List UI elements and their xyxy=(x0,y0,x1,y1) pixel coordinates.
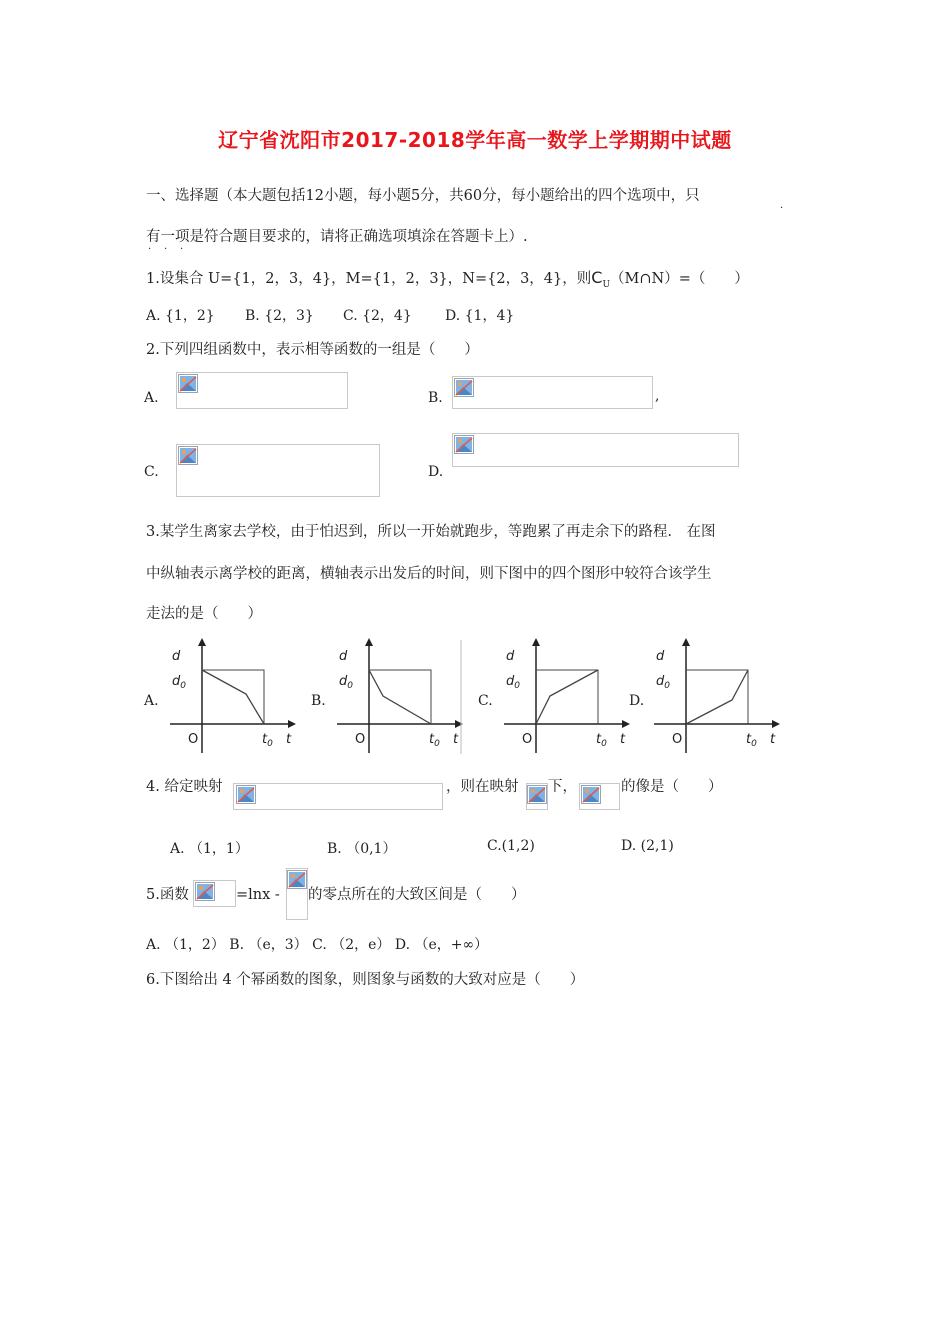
q3-option-b-label: B. xyxy=(311,693,326,709)
q3-graph-c xyxy=(500,638,630,756)
q6-stem: 6.下图给出 4 个幂函数的图象，则图象与函数的大致对应是（ ） xyxy=(146,972,585,988)
q2-option-c-label: C. xyxy=(144,464,159,480)
q1-option-c: C. {2，4} xyxy=(343,308,412,324)
distance-curve xyxy=(536,670,598,724)
y-axis-label: d xyxy=(172,649,181,664)
reference-lines xyxy=(536,670,598,724)
origin-label: O xyxy=(355,732,366,747)
section-heading-line1: 一、选择题（本大题包括12小题，每小题5分，共60分，每小题给出的四个选项中，只 xyxy=(146,188,700,204)
t0-label: $t_0$ xyxy=(746,732,757,749)
y-axis-arrow xyxy=(682,638,690,646)
y-axis-label: d xyxy=(506,649,515,664)
distance-curve xyxy=(202,670,264,724)
broken-image-icon xyxy=(454,378,474,397)
q3-stem-line2: 中纵轴表示离学校的距离，横轴表示出发后的时间，则下图中的四个图形中较符合该学生 xyxy=(146,566,712,582)
q1-option-b: B. {2，3} xyxy=(245,308,314,324)
reference-lines xyxy=(686,670,748,724)
q2-option-b-formula-image xyxy=(452,376,653,409)
emphasis-dot: · xyxy=(164,244,168,255)
q4-stem-c: 下， xyxy=(548,779,577,795)
broken-image-icon xyxy=(581,785,601,804)
q4-stem-b: ，则在映射 xyxy=(446,779,519,795)
emphasis-dot: · xyxy=(148,244,152,255)
q2-option-a-formula-image xyxy=(176,372,348,409)
d0-label: $d_0$ xyxy=(339,674,353,691)
page-title: 辽宁省沈阳市2017-2018学年高一数学上学期期中试题 xyxy=(218,128,732,152)
y-axis-arrow xyxy=(198,638,206,646)
d0-label: $d_0$ xyxy=(656,674,670,691)
x-axis-label: t xyxy=(453,732,459,747)
x-axis-arrow xyxy=(455,720,463,728)
q2-comma: , xyxy=(655,388,660,404)
q4-stem-d: 的像是（ ） xyxy=(621,779,723,795)
d0-label: $d_0$ xyxy=(506,674,520,691)
q1-stem-b: （M∩N）=（ ） xyxy=(610,271,749,287)
q2-option-d-formula-image xyxy=(452,433,739,467)
q3-option-a-label: A. xyxy=(144,693,159,709)
reference-lines xyxy=(369,670,431,724)
t0-label-main: $t_0$ xyxy=(262,732,273,749)
broken-image-icon xyxy=(236,785,256,804)
q3-option-d-label: D. xyxy=(629,693,645,709)
q5-stem-b: =lnx - xyxy=(236,887,280,903)
q1-option-a: A. {1，2} xyxy=(146,308,215,324)
q4-stem-a: 4. 给定映射 xyxy=(146,779,223,795)
y-axis-arrow xyxy=(532,638,540,646)
q3-stem-line1: 3.某学生离家去学校，由于怕迟到，所以一开始就跑步，等跑累了再走余下的路程. 在图 xyxy=(146,524,716,540)
t0-label: $t_0$ xyxy=(596,732,607,749)
q4-mapping-formula-image xyxy=(233,783,443,810)
d0-label: $d_0$ xyxy=(172,674,186,691)
broken-image-icon xyxy=(195,882,215,901)
x-axis-label: t xyxy=(620,732,626,747)
section-heading-line2: 有一项是符合题目要求的，请将正确选项填涂在答题卡上）. xyxy=(146,229,528,245)
q2-option-c-formula-image xyxy=(176,444,380,497)
q2-option-b-label: B. xyxy=(428,390,443,406)
broken-image-icon xyxy=(178,446,198,465)
origin-label: O xyxy=(672,732,683,747)
q2-option-d-label: D. xyxy=(428,464,444,480)
reference-lines xyxy=(202,670,264,724)
q3-stem-line3: 走法的是（ ） xyxy=(146,606,262,622)
complement-symbol: C xyxy=(591,268,603,287)
q2-option-a-label: A. xyxy=(144,390,159,406)
y-axis-label: d xyxy=(656,649,665,664)
q1-stem xyxy=(146,268,749,295)
q5-options: A. （1，2） B. （e，3） C. （2，e） D. （e，+∞） xyxy=(146,937,489,953)
x-axis-label: t xyxy=(770,732,776,747)
t0-label: $t_0$ xyxy=(429,732,440,749)
emphasis-dot: · xyxy=(780,203,784,214)
q2-stem: 2.下列四组函数中，表示相等函数的一组是（ ） xyxy=(146,342,479,358)
q5-stem-c: 的零点所在的大致区间是（ ） xyxy=(308,887,526,903)
distance-curve xyxy=(686,670,748,724)
broken-image-icon xyxy=(178,374,198,393)
q4-option-a: A. （1，1） xyxy=(170,841,249,857)
q4-option-c: C.(1,2) xyxy=(487,838,535,854)
y-axis-arrow xyxy=(365,638,373,646)
q5-stem-a: 5.函数 xyxy=(146,887,189,903)
q3-graph-b xyxy=(333,638,463,756)
distance-curve xyxy=(369,670,431,724)
x-axis-arrow xyxy=(288,720,296,728)
x-axis-arrow xyxy=(772,720,780,728)
broken-image-icon xyxy=(287,870,307,889)
q1-option-d: D. {1，4} xyxy=(445,308,515,324)
q3-graph-d xyxy=(650,638,780,756)
q4-option-b: B. （0,1） xyxy=(327,841,397,857)
emphasis-dot: · xyxy=(180,244,184,255)
q3-graph-a xyxy=(166,638,296,756)
q4-option-d: D. (2,1) xyxy=(621,838,674,854)
origin-label: O xyxy=(188,732,199,747)
broken-image-icon xyxy=(527,785,547,804)
complement-subscript: U xyxy=(602,279,611,290)
q1-stem-a: 1.设集合 U={1，2，3，4}，M={1，2，3}，N={2，3，4}，则 xyxy=(146,271,592,287)
broken-image-icon xyxy=(454,435,474,454)
y-axis-label: d xyxy=(339,649,348,664)
x-axis-arrow xyxy=(622,720,630,728)
origin-label: O xyxy=(522,732,533,747)
q3-option-c-label: C. xyxy=(478,693,493,709)
x-axis-label: t xyxy=(286,732,292,747)
t0-subscript: 0 xyxy=(267,739,273,749)
